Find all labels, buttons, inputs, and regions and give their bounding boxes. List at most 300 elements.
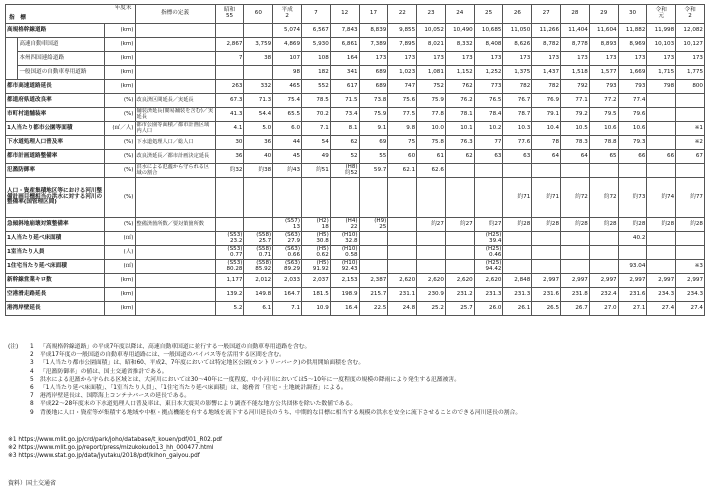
value-cell: 4.1 (215, 122, 244, 136)
value-cell: 2,997 (618, 274, 647, 288)
value-cell (302, 178, 331, 218)
value-cell: 73.4 (330, 108, 359, 122)
value-cell: 25.7 (445, 302, 474, 316)
value-cell (647, 164, 676, 178)
value-cell (445, 246, 474, 260)
value-cell (474, 246, 503, 260)
value-part: 94.42 (485, 265, 502, 272)
year-header (273, 5, 302, 24)
table-row (6, 274, 705, 288)
value-cell (503, 232, 532, 246)
definition-cell: 整備済箇所数／要対策箇所数 (135, 218, 215, 232)
unit-cell: (%) (104, 108, 135, 122)
sub-indicator-name: 一般国道の自動車専用道路 (18, 66, 104, 80)
value-cell: 76.2 (445, 94, 474, 108)
year-label: 7 (314, 10, 318, 17)
value-cell (330, 246, 359, 260)
value-cell: 98 (273, 66, 302, 80)
value-part: (H25) (485, 245, 502, 252)
note-text: 「氾濫防御率」の値は、国土交通省推計である。 (40, 368, 168, 375)
value-cell (273, 178, 302, 218)
value-part: (S58) (256, 259, 272, 266)
unit-cell: (km) (104, 288, 135, 302)
value-cell: 約28 (532, 218, 561, 232)
value-cell: 65 (589, 150, 618, 164)
value-cell: 2,848 (503, 274, 532, 288)
value-cell: 75.9 (417, 94, 446, 108)
value-part: 0.71 (258, 251, 272, 258)
definition-cell: 都市公園等面積／都市計画区域内人口 (135, 122, 215, 136)
value-cell: 79.2 (561, 108, 590, 122)
note-item (8, 392, 703, 400)
value-cell (445, 178, 474, 218)
value-cell: 約32 (215, 164, 244, 178)
value-cell: 77.2 (589, 94, 618, 108)
value-cell: 232.4 (589, 288, 618, 302)
value-cell: 7,895 (388, 38, 417, 52)
table-row (6, 80, 705, 94)
value-cell (676, 108, 705, 122)
value-cell: 78.5 (302, 94, 331, 108)
reference-url-link[interactable]: ※2 https://www.mlit.go.jp/report/press/mizukokudo13_hh_000477.html (8, 445, 214, 451)
value-cell (647, 260, 676, 274)
value-cell: 782 (503, 80, 532, 94)
value-cell: 77.4 (618, 94, 647, 108)
value-cell: 332 (244, 80, 273, 94)
indicator-name: 1人当たり都市公園等面積 (6, 122, 105, 136)
value-cell: 64 (561, 150, 590, 164)
table-row (6, 302, 705, 316)
value-cell: 27.1 (618, 302, 647, 316)
year-header (589, 5, 618, 24)
value-cell: 752 (417, 80, 446, 94)
value-part: (H8) (345, 163, 358, 170)
value-part: 85.92 (255, 265, 272, 272)
value-part: (H25) (485, 259, 502, 266)
note-item (8, 384, 703, 392)
year-label: 27 (542, 10, 550, 17)
value-cell: 198.9 (330, 288, 359, 302)
year-label: 令和 (684, 7, 696, 14)
note-number: 5 (30, 376, 34, 383)
value-cell: 36 (244, 136, 273, 150)
value-cell (561, 164, 590, 178)
reference-urls (8, 436, 222, 460)
value-cell: 11,998 (647, 24, 676, 38)
value-cell (302, 246, 331, 260)
unit-cell: (㎡) (104, 232, 135, 246)
value-cell (532, 164, 561, 178)
value-cell: 75.8 (417, 136, 446, 150)
value-cell: 44 (273, 136, 302, 150)
value-cell (647, 246, 676, 260)
year-header (532, 5, 561, 24)
value-cell: 約28 (676, 218, 705, 232)
table-row (6, 288, 705, 302)
value-cell (388, 232, 417, 246)
value-part: 23.2 (229, 237, 243, 244)
value-cell (273, 232, 302, 246)
value-cell (359, 246, 388, 260)
year-label: 23 (427, 10, 435, 17)
value-cell: 149.8 (244, 288, 273, 302)
value-cell: 2,620 (388, 274, 417, 288)
value-cell: 6.1 (244, 302, 273, 316)
value-cell (676, 164, 705, 178)
sub-indicator-name: 高速自動車国道 (18, 38, 104, 52)
value-cell: 71.3 (244, 94, 273, 108)
table-row (6, 232, 705, 246)
value-cell: 4,869 (273, 38, 302, 52)
value-cell: 1,177 (215, 274, 244, 288)
value-cell (618, 164, 647, 178)
unit-cell: (km) (104, 274, 135, 288)
year-header (302, 5, 331, 24)
value-cell: 173 (388, 52, 417, 66)
definition-cell: 改良済区間延長／実延長 (135, 94, 215, 108)
value-part: 91.92 (312, 265, 329, 272)
unit-cell: (km) (104, 52, 135, 66)
value-cell: 7,843 (330, 24, 359, 38)
value-cell: 747 (388, 80, 417, 94)
year-label: 2 (688, 13, 692, 19)
value-cell (647, 108, 676, 122)
value-cell: 61 (417, 150, 446, 164)
value-cell (388, 260, 417, 274)
value-cell: 36 (215, 150, 244, 164)
value-cell (215, 66, 244, 80)
value-cell: 1,669 (618, 66, 647, 80)
value-cell: 8,839 (359, 24, 388, 38)
value-cell (330, 232, 359, 246)
value-cell: 79.6 (618, 108, 647, 122)
value-part: 0.77 (229, 251, 243, 258)
value-cell: 1,775 (676, 66, 705, 80)
value-cell: 2,997 (561, 274, 590, 288)
value-cell: 40 (244, 150, 273, 164)
value-cell: 2,620 (474, 274, 503, 288)
header-corner (6, 5, 136, 24)
value-cell: 1,152 (445, 66, 474, 80)
value-cell (215, 246, 244, 260)
value-part: 0.58 (345, 251, 358, 258)
table-row (6, 66, 705, 80)
value-cell: 173 (474, 52, 503, 66)
value-cell (676, 246, 705, 260)
value-cell: 27.4 (647, 302, 676, 316)
table-row (6, 218, 705, 232)
value-cell: 173 (561, 52, 590, 66)
value-cell: 65.5 (273, 108, 302, 122)
value-cell: 8,778 (561, 38, 590, 52)
definition-cell: 改良済延長／都市計画決定延長 (135, 150, 215, 164)
value-cell (330, 260, 359, 274)
value-cell: 約73 (618, 178, 647, 218)
value-part: 89.29 (284, 265, 301, 272)
value-cell: 78.4 (474, 108, 503, 122)
year-label: 30 (628, 10, 637, 17)
value-cell: 2,620 (417, 274, 446, 288)
year-header (359, 5, 388, 24)
value-cell: 465 (273, 80, 302, 94)
value-part: (H25) (485, 231, 502, 238)
value-cell: 231.6 (532, 288, 561, 302)
value-cell (215, 218, 244, 232)
value-cell (417, 246, 446, 260)
value-cell: 76.9 (532, 94, 561, 108)
value-cell: 約71 (532, 178, 561, 218)
value-cell (244, 66, 273, 80)
value-cell (618, 246, 647, 260)
value-cell: ※1 (676, 122, 705, 136)
year-end-label: 年度末 (114, 5, 132, 11)
value-cell: 10.6 (618, 122, 647, 136)
year-header (244, 5, 273, 24)
year-label: 17 (369, 10, 378, 17)
value-cell (561, 246, 590, 260)
value-part: 30.8 (316, 237, 329, 244)
table-row (6, 150, 705, 164)
value-cell: 54.4 (244, 108, 273, 122)
value-cell: 7,389 (359, 38, 388, 52)
value-cell: 2,997 (532, 274, 561, 288)
table-row (6, 122, 705, 136)
value-cell (647, 94, 676, 108)
value-cell: ※2 (676, 136, 705, 150)
value-part: (S58) (256, 245, 272, 252)
value-cell: 3,759 (244, 38, 273, 52)
note-item (8, 351, 703, 359)
value-cell (417, 232, 446, 246)
definition-cell (135, 178, 215, 218)
value-cell: 2,387 (359, 274, 388, 288)
note-text: 「1人当たり都市公園面積」は、昭和60、平成2、7年度においては特定地区公園(カントリーパーク)の供用開始面積を含む。 (40, 360, 365, 367)
reference-url-link[interactable]: ※3 https://www.stat.go.jp/data/jyutaku/2018/pdf/kihon_gaiyou.pdf (8, 453, 200, 459)
value-cell (359, 178, 388, 218)
indicator-name: 1室当たり人員 (6, 246, 105, 260)
value-cell: 77.8 (417, 108, 446, 122)
value-part: 18 (321, 223, 329, 230)
value-cell (215, 232, 244, 246)
value-part: (H5) (316, 231, 329, 238)
unit-cell: (㎡／人) (104, 122, 135, 136)
value-cell: 54 (302, 136, 331, 150)
value-cell: 10.1 (445, 122, 474, 136)
value-cell (445, 260, 474, 274)
value-cell: 231.8 (561, 288, 590, 302)
value-cell: 5.2 (215, 302, 244, 316)
definition-cell (135, 274, 215, 288)
year-header (330, 5, 359, 24)
value-cell (359, 218, 388, 232)
note-number: 7 (30, 393, 34, 400)
indicator-name: 都道府県道改良率 (6, 94, 105, 108)
definition-cell (135, 288, 215, 302)
value-cell: 67 (676, 150, 705, 164)
value-cell (589, 164, 618, 178)
value-cell (273, 246, 302, 260)
value-cell: 173 (589, 52, 618, 66)
table-row (6, 94, 705, 108)
year-label: 24 (456, 10, 464, 17)
indicator-name: 高規格幹線道路 (6, 24, 105, 38)
value-cell: 231.6 (618, 288, 647, 302)
value-cell: 2,867 (215, 38, 244, 52)
value-cell: 1,715 (647, 66, 676, 80)
value-cell (474, 164, 503, 178)
value-cell: 173 (359, 52, 388, 66)
value-cell: 689 (359, 80, 388, 94)
value-cell: 63 (503, 150, 532, 164)
value-cell (388, 246, 417, 260)
value-cell: 約28 (503, 218, 532, 232)
value-cell: 16.4 (330, 302, 359, 316)
value-cell: 60 (388, 150, 417, 164)
definition-header: 指標の定義 (135, 5, 215, 24)
indicator-name: 空港滑走路延長 (6, 288, 105, 302)
value-cell: 181.5 (302, 288, 331, 302)
value-cell: 231.3 (474, 288, 503, 302)
value-part: 0.62 (316, 251, 329, 258)
value-cell: 7 (215, 52, 244, 66)
value-cell (244, 246, 273, 260)
note-text: 背後地に人口・資産等が集積する地域や中枢・拠点機能を有する地域を流下する河川延長のうち、中期的な目標に相当する規模の洪水を安全に流下させることのできる河川延長の割合。 (40, 409, 522, 416)
value-cell: 76.3 (445, 136, 474, 150)
year-label: 60 (254, 10, 262, 17)
year-header (618, 5, 647, 24)
value-cell: 10.2 (474, 122, 503, 136)
value-cell (532, 260, 561, 274)
value-part: 92.43 (341, 265, 358, 272)
value-cell: 26.0 (474, 302, 503, 316)
value-part: 25.7 (258, 237, 272, 244)
value-cell: 7.1 (302, 122, 331, 136)
value-part: 32.8 (345, 237, 358, 244)
value-cell: 798 (647, 80, 676, 94)
sub-indicator-name: 本州四国連絡道路 (18, 52, 104, 66)
unit-cell: (km) (104, 80, 135, 94)
value-cell (532, 232, 561, 246)
value-cell (244, 178, 273, 218)
note-number: 6 (30, 385, 34, 392)
value-cell: 793 (589, 80, 618, 94)
value-cell: 59.7 (359, 164, 388, 178)
indicator-group-spacer (6, 38, 18, 80)
value-cell: 173 (417, 52, 446, 66)
value-cell: 40.2 (618, 232, 647, 246)
definition-cell (135, 260, 215, 274)
value-part: 25 (379, 223, 387, 230)
value-cell (215, 24, 244, 38)
unit-cell: (㎡) (104, 260, 135, 274)
note-number: 1 (30, 344, 34, 350)
value-cell: 77.5 (388, 108, 417, 122)
year-header (561, 5, 590, 24)
value-part: (S63) (284, 259, 301, 266)
value-cell: 5,930 (302, 38, 331, 52)
year-header (474, 5, 503, 24)
value-cell: 8,782 (532, 38, 561, 52)
year-label: 元 (658, 13, 665, 19)
value-cell: 約38 (244, 164, 273, 178)
value-cell: 8,626 (503, 38, 532, 52)
value-cell: 約27 (417, 218, 446, 232)
value-cell: 49 (302, 150, 331, 164)
value-cell (474, 260, 503, 274)
indicator-name: 都市高速道路延長 (6, 80, 105, 94)
value-cell: 12,082 (676, 24, 705, 38)
value-cell: 10,127 (676, 38, 705, 52)
value-cell: 10,490 (445, 24, 474, 38)
value-cell: 10,052 (417, 24, 446, 38)
value-part: (H10) (341, 245, 358, 252)
value-cell (647, 136, 676, 150)
value-cell (647, 232, 676, 246)
note-number: 3 (30, 360, 34, 367)
indicator-name: 1住宅当たり延べ床面積 (6, 260, 105, 274)
value-cell: 5,074 (273, 24, 302, 38)
value-part: (S63) (284, 245, 301, 252)
definition-cell: 洪水による氾濫から守られる区域の割合 (135, 164, 215, 178)
value-cell (359, 232, 388, 246)
value-cell: 64 (532, 150, 561, 164)
value-cell (474, 232, 503, 246)
value-cell: 約28 (589, 218, 618, 232)
table-row (6, 178, 705, 218)
value-cell: 173 (503, 52, 532, 66)
value-cell (215, 260, 244, 274)
table-body (6, 24, 705, 316)
value-cell (589, 260, 618, 274)
value-cell (215, 178, 244, 218)
indicator-name: 1人当たり延べ床面積 (6, 232, 105, 246)
value-cell: 約74 (647, 178, 676, 218)
value-cell (273, 260, 302, 274)
value-cell: 62 (445, 150, 474, 164)
value-cell: 63 (474, 150, 503, 164)
value-cell: 231.3 (503, 288, 532, 302)
value-cell (503, 260, 532, 274)
indicator-name: 下水道処理人口普及率 (6, 136, 105, 150)
value-cell: 2,153 (330, 274, 359, 288)
value-cell: 約43 (273, 164, 302, 178)
note-item (8, 409, 703, 417)
value-cell (417, 178, 446, 218)
definition-cell (135, 52, 215, 66)
note-text: 洪水による氾濫から守られる区域とは、大河川においては30～40年に一度程度、中小河川においては5～10年に一度程度の規模の降雨により発生する氾濫被害。 (40, 376, 461, 383)
source-credit: 資料）国土交通省 (8, 480, 57, 487)
value-cell: 41.3 (215, 108, 244, 122)
value-cell: 617 (330, 80, 359, 94)
value-cell: 1,437 (532, 66, 561, 80)
unit-cell: (%) (104, 178, 135, 218)
value-cell: 689 (359, 66, 388, 80)
value-cell: 62 (330, 136, 359, 150)
unit-cell: (%) (104, 150, 135, 164)
reference-url-link[interactable]: ※1 https://www.mlit.go.jp/crd/park/joho/database/t_kouen/pdf/01_R02.pdf (8, 437, 223, 443)
year-label: 26 (513, 10, 521, 17)
note-text: 「高規格幹線道路」の平成7年度以降は、高速自動車国道に並行する一般国道の自動車専用道路を含む。 (40, 344, 311, 350)
value-cell: 77.6 (503, 136, 532, 150)
value-cell: 5.0 (244, 122, 273, 136)
indicator-name: 急傾斜地崩壊対策整備率 (6, 218, 105, 232)
value-cell (244, 218, 273, 232)
note-text: 平成17年度の一般国道の自動車専用道路には、一般国道のバイパス等を活用する区間を含む。 (40, 352, 285, 359)
table-row (6, 246, 705, 260)
value-cell: 173 (445, 52, 474, 66)
unit-cell: (%) (104, 136, 135, 150)
value-cell (445, 164, 474, 178)
